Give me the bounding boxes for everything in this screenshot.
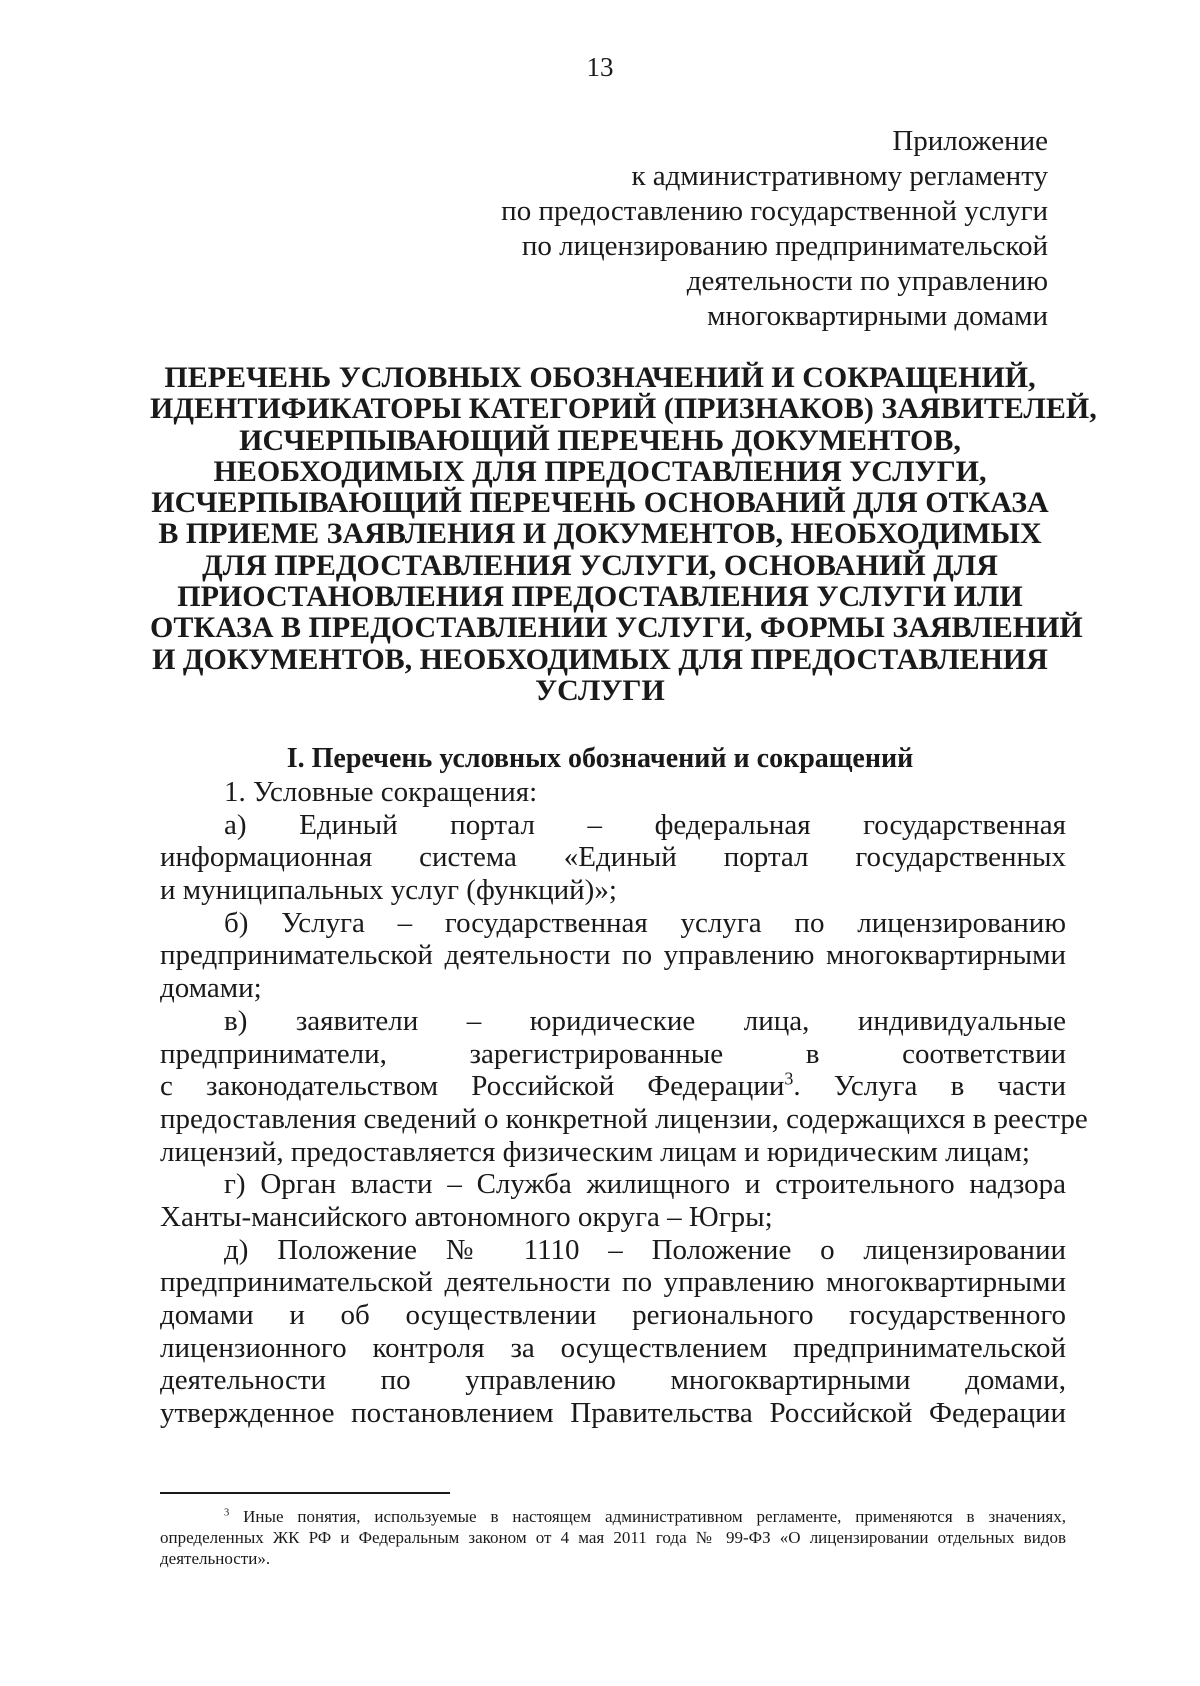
item-b-line: б) Услуга – государственная услуга по лицензированию (224, 906, 1066, 939)
item-v-line: в) заявители – юридические лица, индивидуальные (224, 1004, 1066, 1037)
item-d-line: д) Положение № 1110 – Положение о лицензировании (224, 1233, 1066, 1266)
appendix-line: по лицензированию предпринимательской (521, 230, 1048, 262)
document-title (150, 361, 1097, 707)
title-line: ИДЕНТИФИКАТОРЫ КАТЕГОРИЙ (ПРИЗНАКОВ) ЗАЯВИТЕЛЕЙ, (150, 392, 1097, 426)
title-line: И ДОКУМЕНТОВ, НЕОБХОДИМЫХ ДЛЯ ПРЕДОСТАВЛЕНИЯ (152, 642, 1048, 676)
item-d-line: предпринимательской деятельности по управлению многоквартирными (160, 1266, 1066, 1299)
item-g-line: Ханты-мансийского автономного округа – Югры; (160, 1200, 773, 1233)
item-v-line: лицензий, предоставляется физическим лицам и юридическим лицам; (160, 1135, 1030, 1168)
appendix-line: многоквартирными домами (707, 300, 1048, 332)
section-body (160, 776, 1088, 1430)
item-v-line: предоставления сведений о конкретной лицензии, содержащихся в реестре (160, 1102, 1088, 1135)
appendix-line: по предоставлению государственной услуги (501, 195, 1048, 227)
item-d-line: лицензионного контроля за осуществлением предпринимательской (160, 1331, 1066, 1364)
footnote-divider (160, 1492, 450, 1494)
title-line: В ПРИЕМЕ ЗАЯВЛЕНИЯ И ДОКУМЕНТОВ, НЕОБХОДИМЫХ (158, 517, 1042, 551)
footnote-text: Иные понятия, используемые в настоящем административном регламенте, применяются в значениях, (229, 1507, 1066, 1526)
item-v-text: с законодательством Российской Федерации (160, 1070, 785, 1103)
title-line: ПРИОСТАНОВЛЕНИЯ ПРЕДОСТАВЛЕНИЯ УСЛУГИ ИЛИ (177, 580, 1023, 614)
item-v-line: предприниматели, зарегистрированные в соответствии (160, 1037, 1066, 1070)
item-a-line: информационная система «Единый портал государственных (160, 841, 1066, 874)
footnote-line: деятельности». (160, 1549, 271, 1568)
title-line: УСЛУГИ (535, 673, 665, 707)
footnote-marker: 3 (224, 1507, 230, 1519)
title-line: ДЛЯ ПРЕДОСТАВЛЕНИЯ УСЛУГИ, ОСНОВАНИЙ ДЛЯ (202, 548, 998, 582)
footnote-line (160, 1506, 1066, 1527)
title-line: НЕОБХОДИМЫХ ДЛЯ ПРЕДОСТАВЛЕНИЯ УСЛУГИ, (213, 454, 987, 488)
footnote-line: определенных ЖК РФ и Федеральным законом от 4 мая 2011 года № 99-ФЗ «О лицензировании отдельных видов (160, 1528, 1066, 1547)
item-v-text: . Услуга в части (793, 1070, 1066, 1103)
page-number: 13 (586, 52, 614, 82)
appendix-line: деятельности по управлению (686, 265, 1048, 297)
section-heading: I. Перечень условных обозначений и сокращений (286, 743, 914, 774)
item-d-line: утвержденное постановлением Правительства Российской Федерации (160, 1397, 1066, 1430)
title-line: ИСЧЕРПЫВАЮЩИЙ ПЕРЕЧЕНЬ ОСНОВАНИЙ ДЛЯ ОТКАЗА (151, 486, 1049, 520)
title-line: ИСЧЕРПЫВАЮЩИЙ ПЕРЕЧЕНЬ ДОКУМЕНТОВ, (239, 423, 961, 457)
item-v-line (160, 1070, 1066, 1103)
title-line: ПЕРЕЧЕНЬ УСЛОВНЫХ ОБОЗНАЧЕНИЙ И СОКРАЩЕНИЙ, (164, 361, 1036, 394)
intro-line: 1. Условные сокращения: (224, 776, 538, 808)
appendix-line: Приложение (892, 125, 1048, 157)
item-b-line: домами; (160, 972, 262, 1005)
title-line: ОТКАЗА В ПРЕДОСТАВЛЕНИИ УСЛУГИ, ФОРМЫ ЗАЯВЛЕНИЙ (150, 611, 1083, 645)
item-a-line: а) Единый портал – федеральная государственная (224, 808, 1066, 841)
footnote-reference: 3 (784, 1068, 794, 1089)
item-d-line: домами и об осуществлении регионального государственного (160, 1299, 1066, 1331)
appendix-header (348, 124, 1048, 334)
item-d-line: деятельности по управлению многоквартирными домами, (160, 1364, 1066, 1397)
item-b-line: предпринимательской деятельности по управлению многоквартирными (160, 939, 1066, 972)
item-g-line: г) Орган власти – Служба жилищного и строительного надзора (224, 1168, 1066, 1201)
item-a-line: и муниципальных услуг (функций)»; (160, 874, 617, 907)
footnote (160, 1506, 1066, 1569)
appendix-line: к административному регламенту (631, 160, 1048, 192)
